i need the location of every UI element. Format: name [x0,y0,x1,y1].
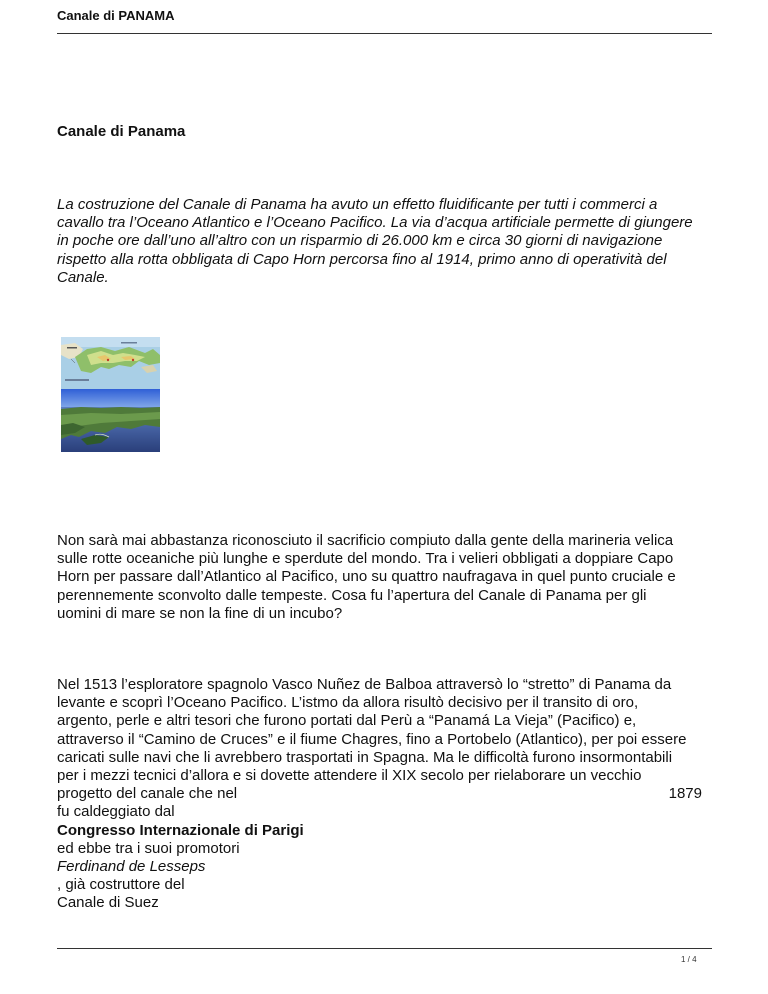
text-line: in poche ore dall’uno all’altro con un risparmio di 26.000 km e circa 30 giorni di navigazione [57,232,663,250]
text-line: uomini di mare se non la fine di un incubo? [57,604,343,622]
illustration-images [61,337,160,452]
text-line: per i mezzi tecnici d’allora e si dovette attendere il XIX secolo per rielaborare un vecchio [57,767,642,785]
header-divider [57,33,712,34]
text-line: Canale di Suez [57,894,159,912]
text-line: sulle rotte oceaniche più lunghe e sperdute del mondo. Tra i velieri obbligati a doppiare Capo [57,550,674,568]
text-line: Non sarà mai abbastanza riconosciuto il sacrificio compiuto dalla gente della marineria velica [57,532,674,549]
text-line: La costruzione del Canale di Panama ha avuto un effetto fluidificante per tutti i commerci a [57,196,658,213]
text-line: fu caldeggiato dal [57,803,175,821]
text-line: attraverso il “Camino de Cruces” e il fiume Chagres, fino a Portobelo (Atlantico), per poi essere [57,730,687,748]
text-line: Horn per passare dall’Atlantico al Pacifico, uno su quattro naufragava in quel punto cruciale e [57,568,676,586]
document-title: Canale di Panama [57,123,186,140]
text-line: ed ebbe tra i suoi promotori [57,839,240,857]
text-line: Canale. [57,268,109,286]
text-line: caricati sulle navi che li avrebbero trasportati in Spagna. Ma le difficoltà furono insormontabili [57,748,673,766]
text-line: cavallo tra l’Oceano Atlantico e l’Oceano Pacifico. La via d’acqua artificiale permette di giungere [57,214,693,232]
person-name: Ferdinand de Lesseps [57,858,206,876]
text-line: , già costruttore del [57,876,185,894]
text-line: Nel 1513 l’esploratore spagnolo Vasco Nuñez de Balboa attraversò lo “stretto” di Panama da [57,676,672,693]
text-line-left: progetto del canale che nel [57,785,238,803]
text-line-split [57,785,702,803]
page-number: 1 / 4 [681,955,697,964]
text-line: rispetto alla rotta obbligata di Capo Horn percorsa fino al 1914, primo anno di operatività del [57,250,667,268]
header-title: Canale di PANAMA [57,8,175,23]
paragraph-two [57,676,717,913]
text-line: levante e scoprì l’Oceano Pacifico. L’istmo da allora risultò decisivo per il transito di oro, [57,694,639,712]
intro-paragraph [57,196,717,287]
paragraph-one [57,532,717,623]
text-line: argento, perle e altri tesori che furono portati dal Perù a “Panamá La Vieja” (Pacifico) e, [57,712,637,730]
text-line: perennemente sconvolto dalle tempeste. Cosa fu l’apertura del Canale di Panama per gli [57,586,647,604]
congress-name: Congresso Internazionale di Parigi [57,821,304,839]
satellite-view-image [61,389,160,452]
panama-map-image [61,337,160,389]
year-text: 1879 [668,785,702,803]
footer-divider [57,948,712,949]
